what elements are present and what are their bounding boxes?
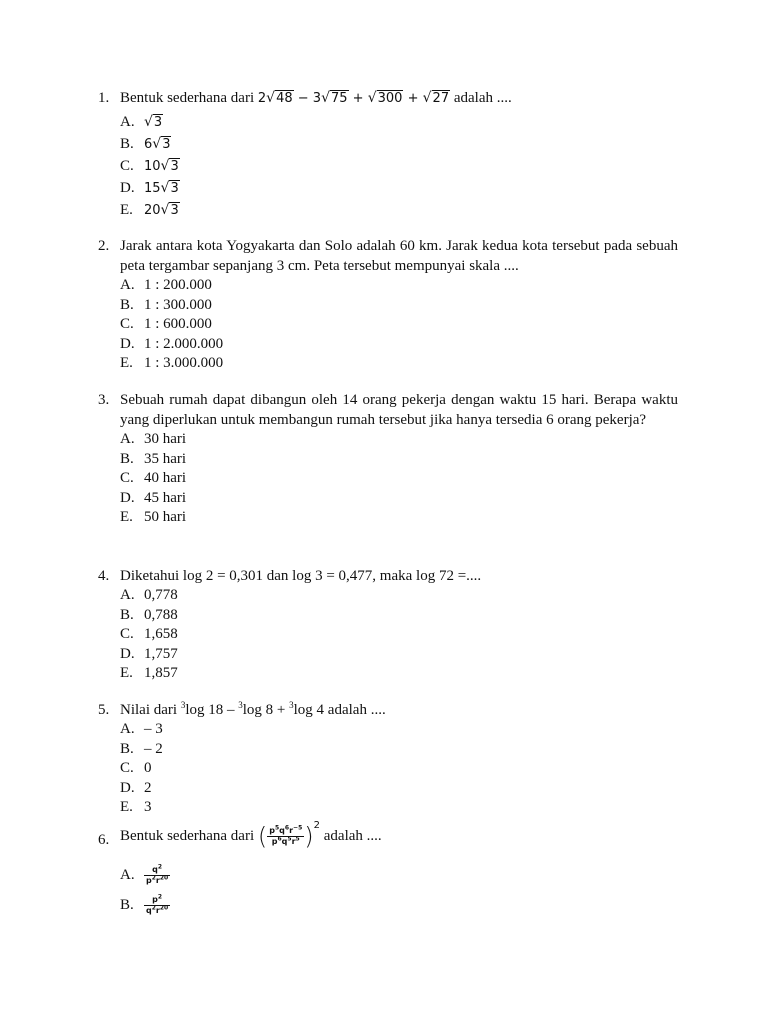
option-c: C. 40 hari xyxy=(120,470,187,486)
option-e: E. 1 : 3.000.000 xyxy=(120,355,224,371)
option-d: D. 15√3 xyxy=(120,180,179,196)
option-d: D. 2 xyxy=(120,779,152,796)
option-d: D. 1,757 xyxy=(120,645,178,662)
option-list xyxy=(120,720,678,818)
log-base: 3 xyxy=(289,700,294,710)
question-stem: Nilai dari $^3$log 18 – $^3$log 8 + $^3$log 4 adalah .... xyxy=(120,700,386,718)
question-number: 1. xyxy=(98,90,110,106)
option-c: C. 10√3 xyxy=(120,158,179,174)
option-a: A. 0,778 xyxy=(120,587,178,603)
question-number: 3. xyxy=(98,392,110,408)
option-b: B. $\frac{p^2}{q^2r^{20}}$ xyxy=(120,893,169,916)
option-b: B. 35 hari xyxy=(120,450,187,467)
option-b: B. – 2 xyxy=(120,740,163,757)
question-6 xyxy=(98,818,678,920)
question-5 xyxy=(98,700,678,818)
option-e: E. 20√3 xyxy=(120,202,179,218)
question-stem: Jarak antara kota Yogyakarta dan Solo adalah 60 km. Jarak kedua kota tersebut pada sebuah peta tergambar sepanjang 3 cm. Peta tersebut mempunyai skala .... xyxy=(120,238,678,274)
option-e: E. 50 hari xyxy=(120,509,187,525)
log-base: 3 xyxy=(180,700,186,710)
question-3 xyxy=(98,390,678,528)
option-list xyxy=(120,430,678,528)
log-base: 3 xyxy=(238,700,243,710)
option-a: A. 30 hari xyxy=(120,431,187,447)
question-2 xyxy=(98,236,678,374)
question-number: 4. xyxy=(98,568,110,584)
option-e: E. 1,857 xyxy=(120,665,178,681)
option-b: B. 0,788 xyxy=(120,606,178,623)
radical: √27 xyxy=(422,90,450,106)
radical: √48 xyxy=(266,90,293,106)
option-list xyxy=(120,860,678,920)
option-a: A. 1 : 200.000 xyxy=(120,277,212,293)
option-e: E. 3 xyxy=(120,799,152,815)
question-4 xyxy=(98,566,678,684)
option-d: D. 45 hari xyxy=(120,489,187,506)
option-d: D. 1 : 2.000.000 xyxy=(120,335,224,352)
fraction: $\frac{p^5q^6r^{-5}}{p^6q^5r^5}$ xyxy=(269,824,303,847)
option-c: C. 0 xyxy=(120,760,152,776)
option-list xyxy=(120,276,678,374)
question-number: 6. xyxy=(98,832,110,848)
option-b: B. 1 : 300.000 xyxy=(120,296,212,313)
question-stem: Sebuah rumah dapat dibangun oleh 14 orang pekerja dengan waktu 15 hari. Berapa waktu yang diperlukan untuk membangun rumah tersebut jika hanya tersedia 6 orang pekerja? xyxy=(120,392,678,428)
option-c: C. 1,658 xyxy=(120,626,178,642)
question-number: 2. xyxy=(98,238,110,254)
question-1 xyxy=(98,88,678,221)
radical: √75 xyxy=(321,90,348,106)
question-stem: Bentuk sederhana dari 2√48 − 3√75 + √300 + √27 adalah .... xyxy=(120,88,678,109)
radical: √300 xyxy=(367,90,403,106)
question-number: 5. xyxy=(98,702,110,718)
option-b: B. 6√3 xyxy=(120,136,171,152)
math-expression: 2√48 − 3√75 + √300 + √27 xyxy=(258,91,450,106)
option-a: A. $\frac{q^2}{p^2r^{20}}$ xyxy=(120,863,169,886)
option-a: A. – 3 xyxy=(120,721,163,737)
option-a: A. √3 xyxy=(120,114,163,130)
option-list xyxy=(120,586,678,684)
question-stem: Diketahui log 2 = 0,301 dan log 3 = 0,477, maka log 72 =.... xyxy=(120,568,482,584)
question-stem: Bentuk sederhana dari ( $\frac{p^5q^6r^{-5}}{p^6q^5r^5}$ )$^2$ adalah .... xyxy=(120,820,382,851)
option-list xyxy=(120,111,678,221)
option-c: C. 1 : 600.000 xyxy=(120,316,212,332)
